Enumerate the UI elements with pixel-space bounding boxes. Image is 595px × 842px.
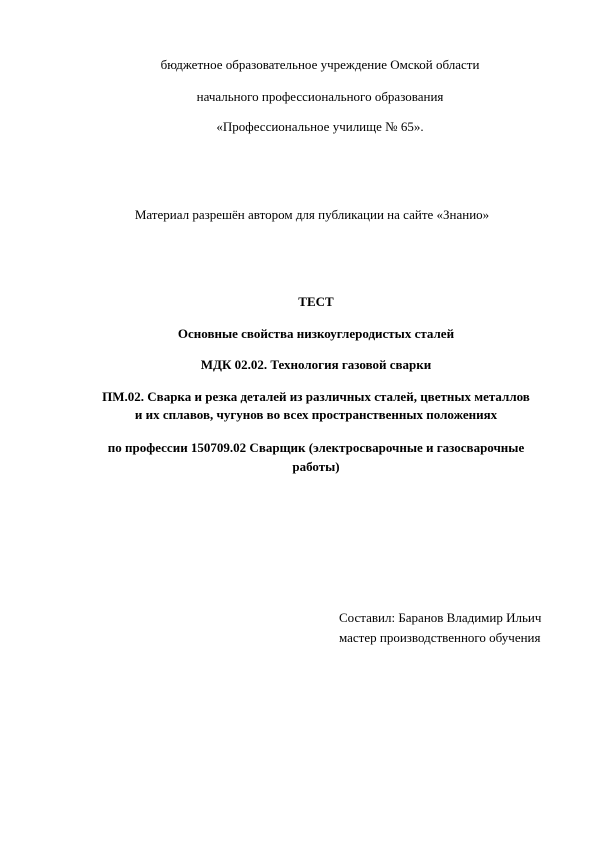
organization-line-3: «Профессиональное училище № 65». xyxy=(216,119,424,134)
author-role: мастер производственного обучения xyxy=(339,630,541,645)
course-module: МДК 02.02. Технология газовой сварки xyxy=(200,357,432,372)
profession-line-1: по профессии 150709.02 Сварщик (электросварочные и газосварочные xyxy=(107,440,525,455)
organization-line-2: начального профессионального образования xyxy=(196,89,444,104)
permission-note: Материал разрешён автором для публикации на сайте «Знанио» xyxy=(134,207,490,222)
test-subject: Основные свойства низкоуглеродистых сталей xyxy=(177,326,455,341)
organization-line-1: бюджетное образовательное учреждение Омской области xyxy=(160,57,480,72)
professional-module-line-2: и их сплавов, чугунов во всех пространственных положениях xyxy=(134,407,498,422)
author-name: Составил: Баранов Владимир Ильич xyxy=(339,610,542,625)
document-title: ТЕСТ xyxy=(298,294,334,309)
professional-module-line-1: ПМ.02. Сварка и резка деталей из различных сталей, цветных металлов xyxy=(102,389,530,404)
profession-line-2: работы) xyxy=(292,459,340,474)
